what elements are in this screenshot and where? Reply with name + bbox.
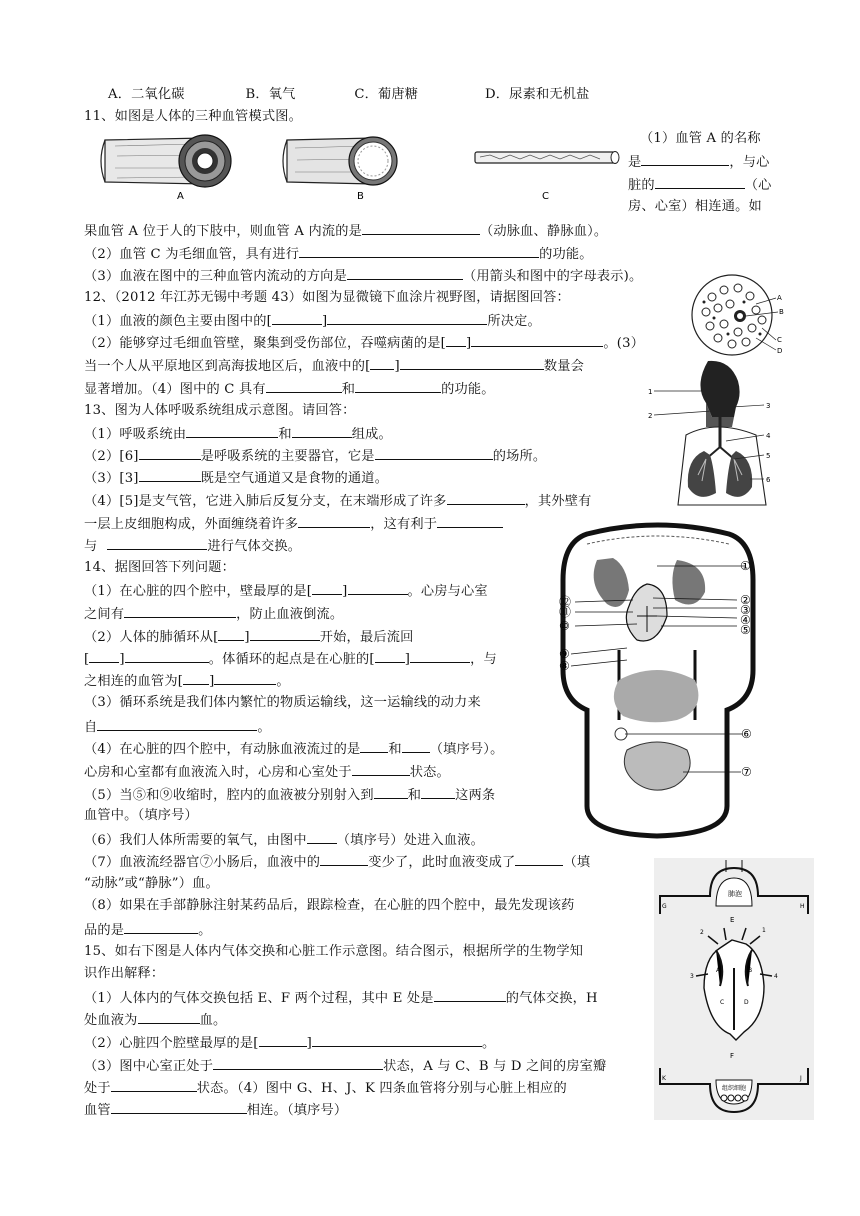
vessel-c-drawing xyxy=(475,152,619,164)
svg-text:B: B xyxy=(748,967,753,974)
blank-field[interactable] xyxy=(655,175,745,189)
blank-field[interactable] xyxy=(213,1056,383,1070)
blank-field[interactable] xyxy=(139,468,201,482)
blood-vessels-figure xyxy=(95,128,635,203)
svg-text:⑫: ⑫ xyxy=(559,595,572,609)
svg-text:A: A xyxy=(777,294,782,302)
q15-stem-line2: 识作出解释： xyxy=(84,966,165,981)
q14-p8: （8）如果在手部静脉注射某药品后，跟踪检查，在心脏的四个腔中，最先发现该药 xyxy=(84,898,575,913)
q14-p5-line2: 血管中。（填序号） xyxy=(84,808,198,823)
option-a: A．二氧化碳 xyxy=(108,87,185,102)
blank-field[interactable] xyxy=(347,266,463,280)
blank-field[interactable] xyxy=(111,1078,197,1092)
q12-p2: （2）能够穿过毛细血管壁，聚集到受伤部位，吞噬病菌的是[ ] 。(3） xyxy=(84,333,644,353)
q14-p6: （6）我们人体所需要的氧气，由图中 （填序号）处进入血液。 xyxy=(84,830,484,850)
q14-p1: （1）在心脏的四个腔中，壁最厚的是[ ] 。心房与心室 xyxy=(84,581,488,601)
svg-text:②: ② xyxy=(740,593,751,607)
blank-field[interactable] xyxy=(266,379,342,393)
svg-text:①: ① xyxy=(740,559,751,573)
svg-text:③: ③ xyxy=(740,603,751,617)
q14-p2-line2: [ ] 。体循环的起点是在心脏的[ ] ，与 xyxy=(84,649,497,669)
q14-p2-line3: 之相连的血管为[ ] 。 xyxy=(84,671,290,691)
blank-field[interactable] xyxy=(139,446,201,460)
blank-field[interactable] xyxy=(370,356,394,370)
blank-field[interactable] xyxy=(447,491,525,505)
q13-p1: （1）呼吸系统由 和 组成。 xyxy=(84,424,392,444)
blank-field[interactable] xyxy=(125,649,209,663)
svg-text:⑪: ⑪ xyxy=(559,605,572,619)
q15-p3-line3: 血管 相连。（填序号） xyxy=(84,1100,347,1120)
vessel-a-drawing xyxy=(101,135,231,187)
q14-p1-line2: 之间有 ，防止血液倒流。 xyxy=(84,604,343,624)
svg-text:F: F xyxy=(730,1052,735,1060)
blank-field[interactable] xyxy=(348,581,408,595)
q10-options xyxy=(108,86,590,104)
option-d: D．尿素和无机盐 xyxy=(485,87,590,102)
q13-stem: 13、图为人体呼吸系统组成示意图。请回答： xyxy=(84,403,356,418)
blank-field[interactable] xyxy=(515,852,563,866)
circulation-figure xyxy=(557,520,760,842)
svg-text:C: C xyxy=(720,999,725,1006)
blood-smear-figure xyxy=(690,272,790,358)
svg-text:3: 3 xyxy=(766,402,771,410)
svg-text:5: 5 xyxy=(766,452,771,460)
svg-text:⑧: ⑧ xyxy=(559,659,570,673)
blank-field[interactable] xyxy=(292,424,352,438)
vessel-label-c: C xyxy=(542,191,549,202)
svg-text:D: D xyxy=(744,999,749,1006)
vessel-b-drawing xyxy=(283,137,397,185)
svg-text:4: 4 xyxy=(766,432,771,440)
q11-p1-line2: 是 ，与心 xyxy=(628,152,770,172)
q11-p1-line5: 果血管 A 位于人的下肢中，则血管 A 内流的是 （动脉血、静脉血）。 xyxy=(84,221,607,241)
blank-field[interactable] xyxy=(259,1033,307,1047)
q12-p4: 显著增加。（4）图中的 C 具有 和 的功能。 xyxy=(84,379,495,399)
q13-p2: （2）[6] 是呼吸系统的主要器官，它是 的场所。 xyxy=(84,446,546,466)
q11-p1-line4: 房、心室）相连通。如 xyxy=(628,199,762,214)
svg-text:⑤: ⑤ xyxy=(740,623,751,637)
blank-field[interactable] xyxy=(214,671,276,685)
blank-field[interactable] xyxy=(410,649,470,663)
blank-field[interactable] xyxy=(186,424,278,438)
q14-p5: （5）当⑤和⑨收缩时，腔内的血液被分别射入到 和 这两条 xyxy=(84,785,495,805)
svg-text:E: E xyxy=(730,916,735,924)
alveoli-label: 肺泡 xyxy=(728,890,742,898)
svg-text:2: 2 xyxy=(700,929,704,936)
blank-field[interactable] xyxy=(89,649,119,663)
svg-text:6: 6 xyxy=(766,476,771,484)
svg-text:C: C xyxy=(777,336,782,344)
blank-field[interactable] xyxy=(312,581,342,595)
q15-p1-line2: 处血液为 血。 xyxy=(84,1010,226,1030)
svg-text:④: ④ xyxy=(740,613,751,627)
q11-p1-line3: 脏的 （心 xyxy=(628,175,772,195)
q14-stem: 14、据图回答下列问题： xyxy=(84,560,236,575)
respiratory-system-figure xyxy=(646,355,776,507)
svg-text:1: 1 xyxy=(762,927,766,934)
vessel-label-a: A xyxy=(177,191,184,202)
q13-p4-line2: 一层上皮细胞构成，外面缠绕着许多 ，这有利于 xyxy=(84,514,503,534)
svg-text:G: G xyxy=(662,903,667,910)
blank-field[interactable] xyxy=(360,739,388,753)
blank-field[interactable] xyxy=(327,311,487,325)
blank-field[interactable] xyxy=(320,852,368,866)
blank-field[interactable] xyxy=(375,649,405,663)
option-b: B．氧气 xyxy=(245,87,296,102)
q14-p4-line2: 心房和心室都有血液流入时，心房和心室处于 状态。 xyxy=(84,762,450,782)
blank-field[interactable] xyxy=(446,333,466,347)
svg-text:D: D xyxy=(777,347,783,355)
blank-field[interactable] xyxy=(97,717,257,731)
q15-p2: （2）心脏四个腔壁最厚的是[ ] 。 xyxy=(84,1033,495,1053)
q12-stem: 12、（2012 年江苏无锡中考题 43）如图为显微镜下血涂片视野图，请据图回答： xyxy=(84,290,570,305)
vessel-label-b: B xyxy=(357,191,364,202)
q14-p4: （4）在心脏的四个腔中，有动脉血液流过的是 和 （填序号）。 xyxy=(84,739,503,759)
q15-p1: （1）人体内的气体交换包括 E、F 两个过程，其中 E 处是 的气体交换，H xyxy=(84,988,598,1008)
blank-field[interactable] xyxy=(400,356,544,370)
blank-field[interactable] xyxy=(434,988,506,1002)
blank-field[interactable] xyxy=(111,1100,247,1114)
q11-p1-line1: （1）血管 A 的名称 xyxy=(640,131,761,146)
blank-field[interactable] xyxy=(138,1010,200,1024)
svg-text:J: J xyxy=(800,1075,802,1082)
q15-p3: （3）图中心室正处于 状态，A 与 C、B 与 D 之间的房室瓣 xyxy=(84,1056,606,1076)
q14-p2: （2）人体的肺循环从[ ] 开始，最后流回 xyxy=(84,627,414,647)
blank-field[interactable] xyxy=(471,333,603,347)
q13-p3: （3）[3] 既是空气通道又是食物的通道。 xyxy=(84,468,388,488)
q14-p3: （3）循环系统是我们体内繁忙的物质运输线，这一运输线的动力来 xyxy=(84,695,481,710)
blank-field[interactable] xyxy=(641,152,729,166)
blank-field[interactable] xyxy=(124,604,236,618)
blank-field[interactable] xyxy=(250,627,320,641)
blank-field[interactable] xyxy=(107,536,207,550)
q14-p7: （7）血液流经器官⑦小肠后，血液中的 变少了，此时血液变成了 （填 xyxy=(84,852,590,872)
blank-field[interactable] xyxy=(362,221,480,235)
svg-text:H: H xyxy=(800,903,805,910)
tissue-cells-label: 组织细胞 xyxy=(722,1085,747,1092)
q12-p3: 当一个人从平原地区到高海拔地区后，血液中的[ ] 数量会 xyxy=(84,356,584,376)
q11-p3: （3）血液在图中的三种血管内流动的方向是 （用箭头和图中的字母表示)。 xyxy=(84,266,642,286)
blank-field[interactable] xyxy=(355,379,441,393)
q13-p4-line3: 与 进行气体交换。 xyxy=(84,536,301,556)
blank-field[interactable] xyxy=(307,830,337,844)
q15-p3-line2: 处于 状态。（4）图中 G、H、J、K 四条血管将分别与心脏上相应的 xyxy=(84,1078,567,1098)
svg-text:2: 2 xyxy=(648,412,653,420)
blank-field[interactable] xyxy=(402,739,430,753)
q15-stem: 15、如右下图是人体内气体交换和心脏工作示意图。结合图示，根据所学的生物学知 xyxy=(84,944,584,959)
q13-p4: （4）[5]是支气管，它进入肺后反复分支，在末端形成了许多 ，其外壁有 xyxy=(84,491,592,511)
blank-field[interactable] xyxy=(124,920,198,934)
q11-stem: 11、如图是人体的三种血管模式图。 xyxy=(84,109,302,124)
blank-field[interactable] xyxy=(218,627,244,641)
q11-p2: （2）血管 C 为毛细血管，具有进行 的功能。 xyxy=(84,244,593,264)
svg-text:3: 3 xyxy=(690,973,694,980)
blank-field[interactable] xyxy=(375,446,493,460)
q14-p8-line2: 品的是 。 xyxy=(84,920,212,940)
blank-field[interactable] xyxy=(437,514,503,528)
blank-field[interactable] xyxy=(299,244,539,258)
svg-text:1: 1 xyxy=(648,388,653,396)
svg-text:⑦: ⑦ xyxy=(741,765,752,779)
svg-text:⑩: ⑩ xyxy=(559,619,570,633)
blank-field[interactable] xyxy=(312,1033,482,1047)
svg-text:4: 4 xyxy=(774,973,778,980)
blank-field[interactable] xyxy=(272,311,322,325)
blank-field[interactable] xyxy=(421,785,455,799)
svg-text:⑨: ⑨ xyxy=(559,647,570,661)
gas-exchange-heart-figure xyxy=(654,858,814,1120)
option-c: C．葡唐糖 xyxy=(354,87,419,102)
q14-p3-line2: 自 。 xyxy=(84,717,271,737)
blank-field[interactable] xyxy=(374,785,408,799)
svg-text:K: K xyxy=(662,1075,666,1082)
blank-field[interactable] xyxy=(298,514,370,528)
blank-field[interactable] xyxy=(352,762,410,776)
q14-p7-line2: “动脉”或“静脉”）血。 xyxy=(84,876,219,891)
q12-p1: （1）血液的颜色主要由图中的[ ] 所决定。 xyxy=(84,311,541,331)
svg-text:A: A xyxy=(716,967,721,974)
svg-text:B: B xyxy=(779,308,784,316)
svg-text:⑥: ⑥ xyxy=(741,727,752,741)
blank-field[interactable] xyxy=(183,671,209,685)
